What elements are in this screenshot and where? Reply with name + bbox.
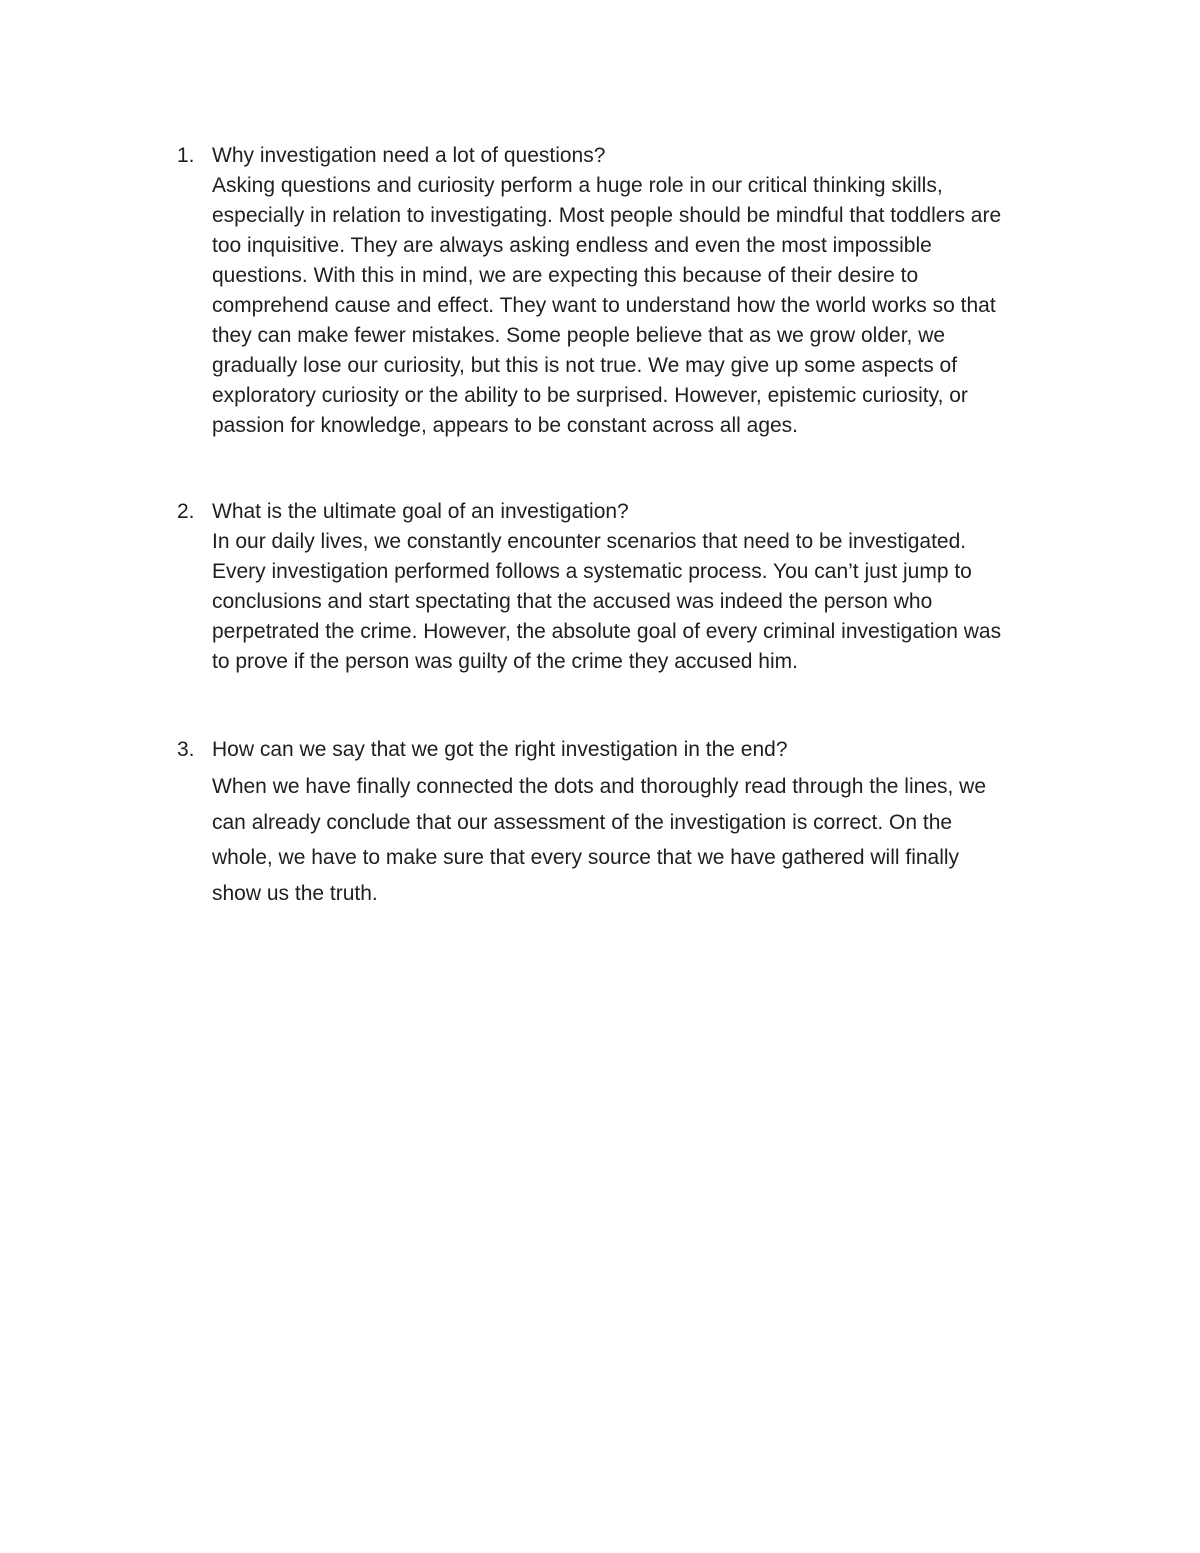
answer-paragraph	[212, 171, 1082, 441]
answer-line: In our daily lives, we constantly encounter scenarios that need to be investigated.	[212, 530, 967, 553]
answer-line: Every investigation performed follows a systematic process. You can’t just jump to	[212, 560, 972, 583]
question-text: What is the ultimate goal of an investigation?	[212, 500, 629, 523]
answer-line: show us the truth.	[212, 881, 378, 905]
answer-line: to prove if the person was guilty of the crime they accused him.	[212, 650, 798, 673]
list-number: 3.	[177, 738, 195, 761]
list-item-body	[212, 735, 1082, 911]
answer-paragraph	[212, 527, 1082, 677]
answer-line: too inquisitive. They are always asking endless and even the most impossible	[212, 234, 932, 257]
answer-line: gradually lose our curiosity, but this is not true. We may give up some aspects of	[212, 354, 958, 377]
question-text: Why investigation need a lot of questions?	[212, 144, 606, 167]
answer-line: Asking questions and curiosity perform a huge role in our critical thinking skills,	[212, 174, 943, 197]
answer-line: they can make fewer mistakes. Some people believe that as we grow older, we	[212, 324, 946, 347]
answer-line: especially in relation to investigating. Most people should be mindful that toddlers are	[212, 204, 1002, 227]
answer-line: When we have finally connected the dots and thoroughly read through the lines, we	[212, 775, 986, 798]
answer-line: questions. With this in mind, we are expecting this because of their desire to	[212, 264, 919, 287]
list-number: 2.	[177, 500, 195, 523]
list-item-body	[212, 497, 1082, 677]
answer-line: conclusions and start spectating that the accused was indeed the person who	[212, 590, 933, 613]
answer-line: can already conclude that our assessment of the investigation is correct. On the	[212, 810, 953, 834]
question-text: How can we say that we got the right investigation in the end?	[212, 738, 788, 761]
answer-line: perpetrated the crime. However, the absolute goal of every criminal investigation was	[212, 620, 1002, 643]
list-item-body	[212, 141, 1082, 441]
list-number: 1.	[177, 144, 195, 167]
answer-line: comprehend cause and effect. They want to understand how the world works so that	[212, 294, 996, 317]
answer-paragraph	[212, 769, 1082, 911]
answer-line: passion for knowledge, appears to be constant across all ages.	[212, 414, 799, 437]
answer-line: exploratory curiosity or the ability to be surprised. However, epistemic curiosity, or	[212, 384, 968, 407]
answer-line: whole, we have to make sure that every source that we have gathered will finally	[212, 846, 960, 869]
